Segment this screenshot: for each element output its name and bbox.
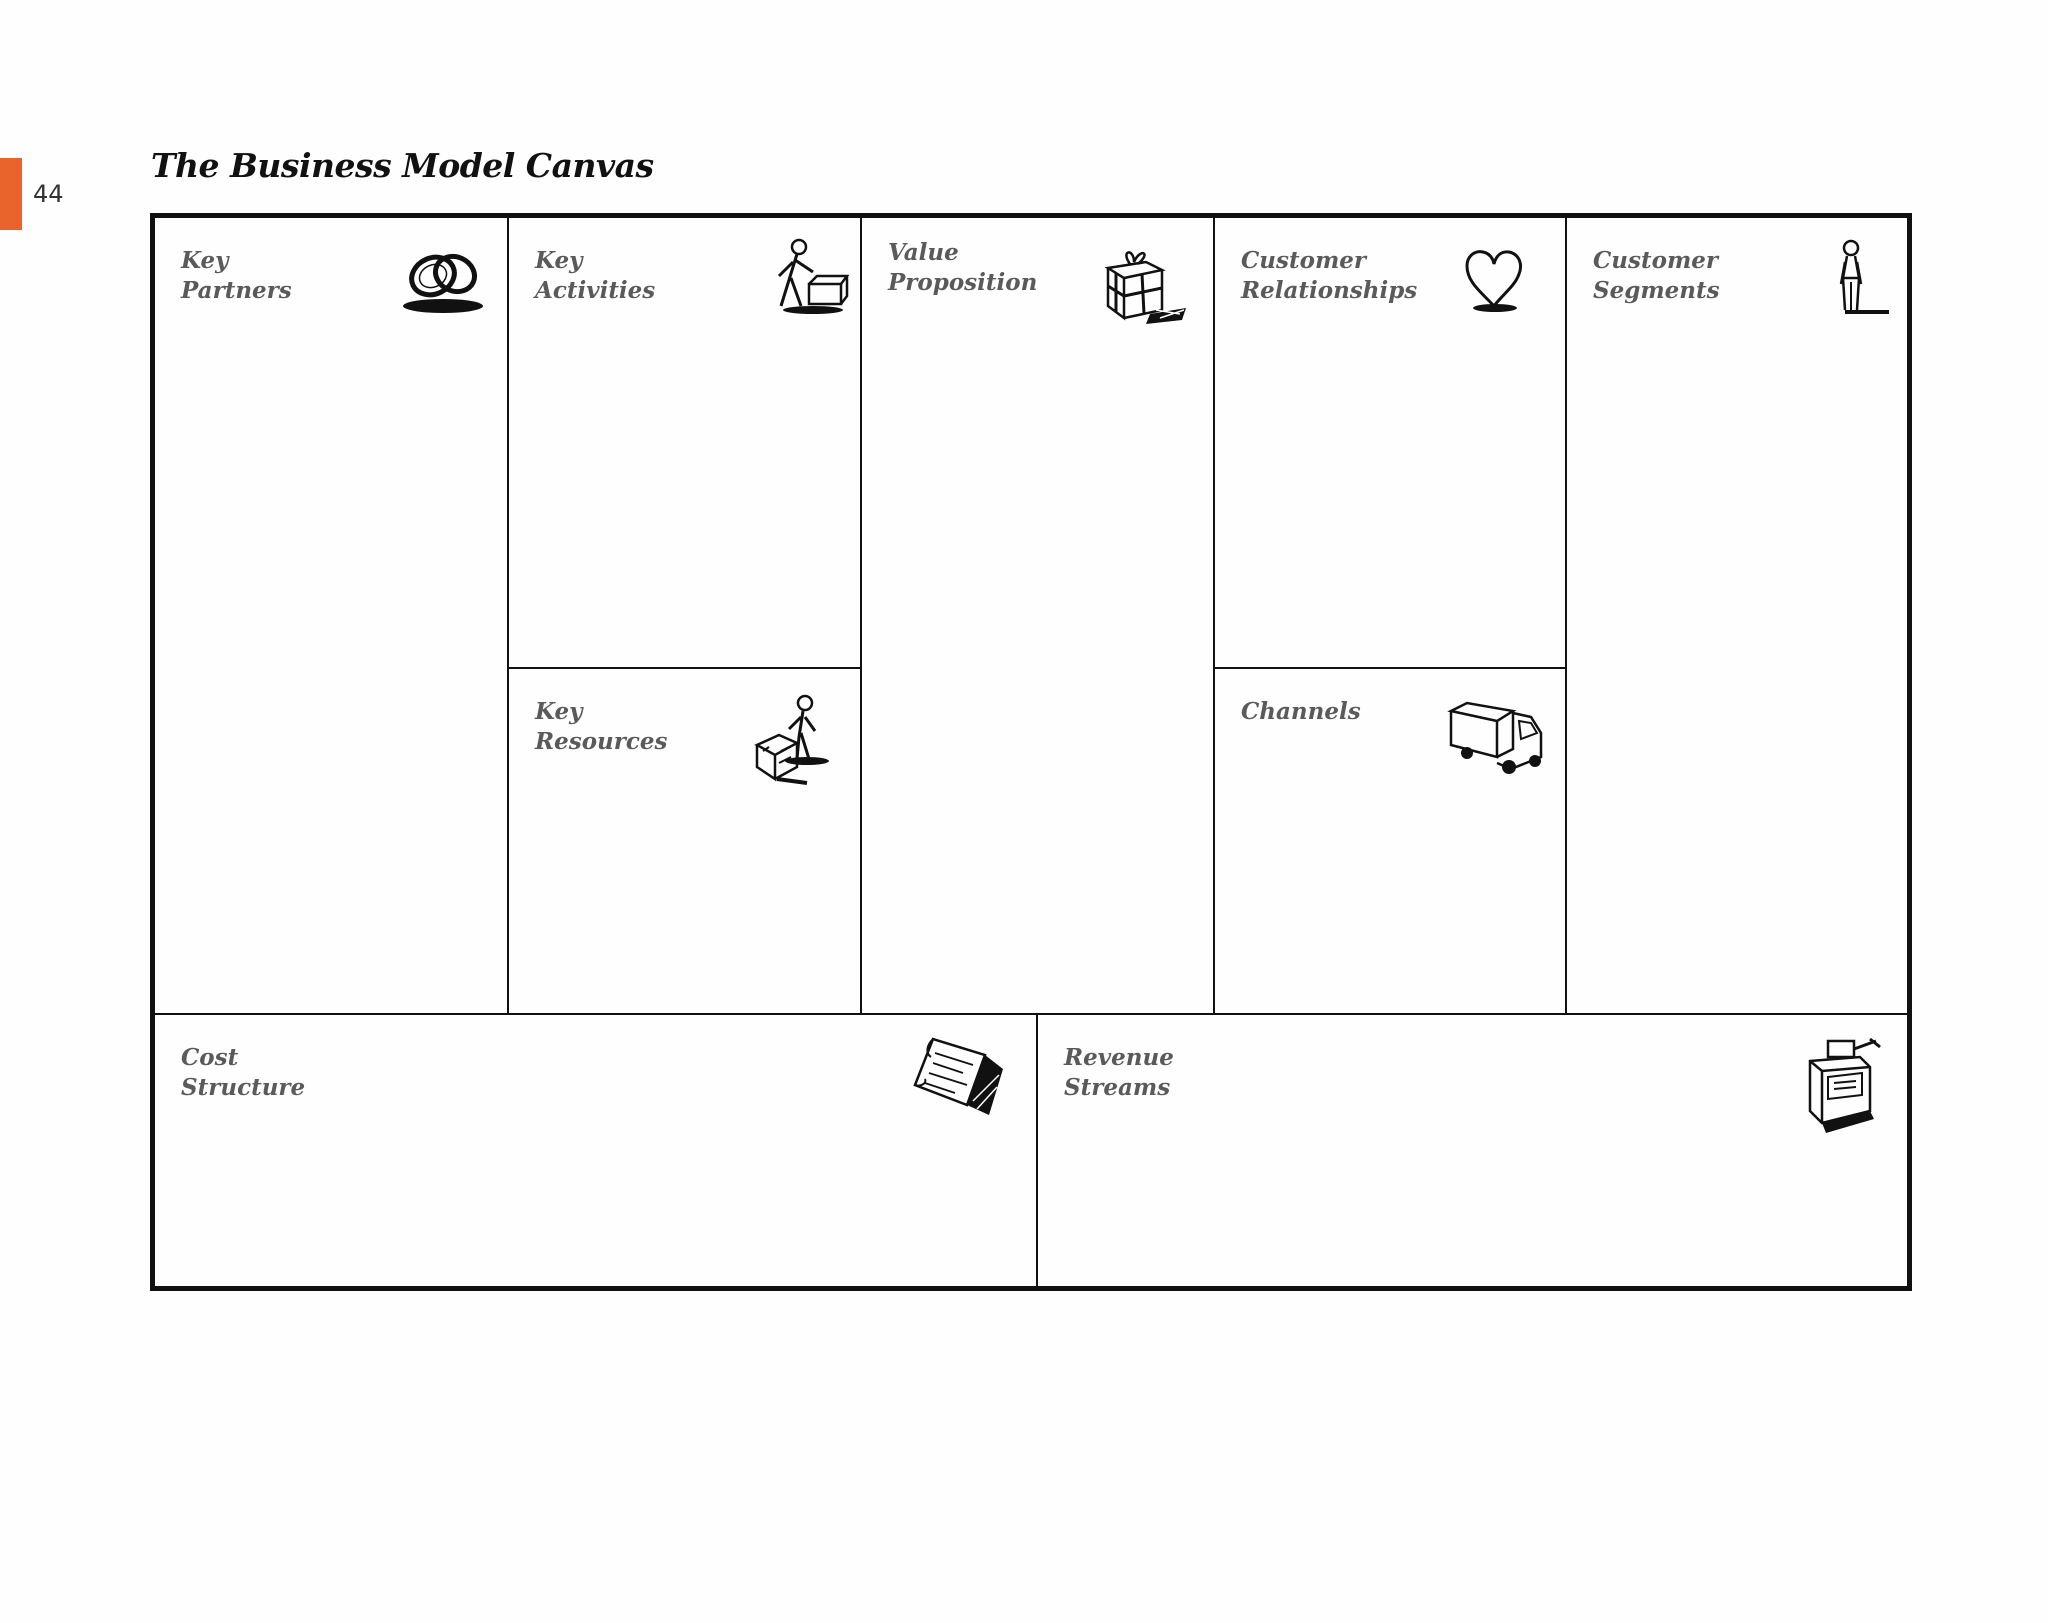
chain-links-icon xyxy=(399,244,489,316)
key-resources-block xyxy=(507,667,860,1013)
customer-relationships-label: Customer Relationships xyxy=(1241,247,1418,304)
delivery-truck-icon xyxy=(1447,699,1545,777)
channels-block xyxy=(1213,667,1565,1013)
key-activities-label: Key Activities xyxy=(535,247,656,304)
customer-segments-label: Customer Segments xyxy=(1593,247,1720,304)
standing-person-icon xyxy=(1829,238,1893,318)
price-tag-icon xyxy=(911,1035,1011,1117)
page-accent-tab xyxy=(0,158,22,230)
heart-icon xyxy=(1463,248,1525,314)
page-title: The Business Model Canvas xyxy=(151,146,654,185)
revenue-streams-label: Revenue Streams xyxy=(1064,1044,1174,1101)
page-number: 44 xyxy=(33,180,64,208)
business-model-canvas xyxy=(150,213,1912,1291)
cost-structure-label: Cost Structure xyxy=(181,1044,306,1101)
worker-pushing-icon xyxy=(773,238,849,316)
value-proposition-block xyxy=(860,218,1213,1013)
cost-structure-block xyxy=(155,1013,1036,1286)
customer-relationships-block xyxy=(1213,218,1565,667)
person-with-boxes-icon xyxy=(753,693,837,787)
gift-box-icon xyxy=(1100,248,1190,326)
cash-register-icon xyxy=(1804,1037,1884,1137)
revenue-streams-block xyxy=(1036,1013,1907,1286)
key-partners-block xyxy=(155,218,507,1013)
value-proposition-label: Value Proposition xyxy=(888,239,1038,296)
key-partners-label: Key Partners xyxy=(181,247,292,304)
key-resources-label: Key Resources xyxy=(535,698,668,755)
key-activities-block xyxy=(507,218,860,667)
channels-label: Channels xyxy=(1241,698,1361,725)
customer-segments-block xyxy=(1565,218,1907,1013)
